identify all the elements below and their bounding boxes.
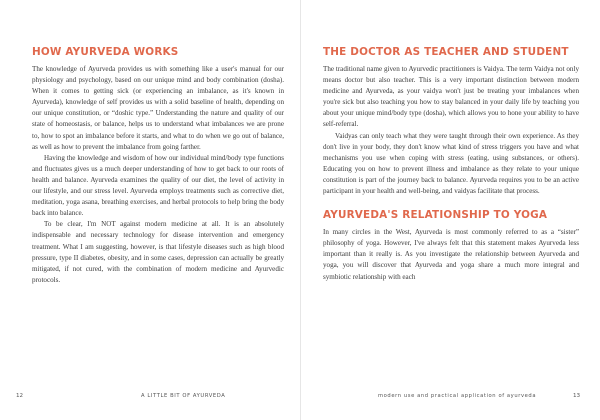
body-paragraph: Having the knowledge and wisdom of how our individual mind/body type functions and fluctuates gives us a much deeper understanding of how to get back to our roots of health and balance. Ayurveda examines the quality of our diet, the level of activity in our lifestyle, and our stress level. Ayurveda employs treatments such as corrective diet, meditation, yoga asana, breathing exercises, and herbal protocols to help bring the body back into balance. — [32, 153, 284, 218]
right-text-column — [323, 47, 579, 283]
body-paragraph: The traditional name given to Ayurvedic practitioners is Vaidya. The term Vaidya not only means doctor but also teacher. This is a very important distinction between modern medicine and Ayurveda, as your vaidya won't just be treating your imbalances when you're sick but also teaching you how to stay balanced in your daily life by teaching you about your unique mind/body type (dosha), which allows you to hone your ability to have self-referral. — [323, 65, 579, 129]
page-number-left: 12 — [16, 393, 24, 399]
body-paragraph: To be clear, I'm NOT against modern medicine at all. It is an absolutely indispensable and necessary technology for disease intervention and emergency treatment. What I am suggesting, however, is that lifestyle diseases such as high blood pressure, type II diabetes, obesity, and in some cases, depression can actually be greatly mitigated, if not cured, with the combination of modern medicine and Ayurvedic protocols. — [32, 220, 284, 284]
running-footer-right: modern use and practical application of ayurveda — [378, 393, 537, 399]
running-footer-left: A LITTLE BIT OF AYURVEDA — [141, 393, 226, 399]
body-paragraph: Vaidyas can only teach what they were taught through their own experience. As they don't live in your body, they don't know what kind of stress triggers you have and what mechanisms you use when coping with stress (eating, using substances, or others). Educating you on how to prevent illness and imbalance as they relate to your unique constitution is part of the journey back to balance. Ayurveda requires you to be an active participant in your health and well-being, and vaidyas facilitate that process. — [323, 131, 579, 196]
left-text-column — [32, 47, 284, 286]
section-title-how-ayurveda-works: HOW AYURVEDA WORKS — [32, 46, 179, 58]
body-paragraph: In many circles in the West, Ayurveda is most commonly referred to as a “sister” philosophy of yoga. However, I've always felt that this statement makes Ayurveda less important than it really is. As you investigate the relationship between Ayurveda and yoga, you will discover that Ayurveda and yoga share a much more integral and symbiotic relationship with each — [323, 228, 579, 281]
body-paragraph: The knowledge of Ayurveda provides us with something like a user's manual for our physiology and psychology, based on our unique mind and body combination (dosha). When it comes to getting sick (or experiencing an imbalance, as it's known in Ayurveda), knowledge of self provides us with a solid baseline of health, depending on our unique constitution, or “doshic type.” Understanding the nature and quality of our state of homeostasis, or balance, helps us to understand what imbalances we are prone to, how to spot an imbalance before it starts, and what to do when we go out of balance, as well as how to prevent the imbalance from going farther. — [32, 65, 284, 151]
page-number-right: 13 — [573, 393, 581, 399]
right-page — [300, 0, 600, 420]
section-ayurveda-yoga — [323, 210, 579, 282]
section-title-ayurveda-relationship-to-yoga: AYURVEDA'S RELATIONSHIP TO YOGA — [323, 209, 548, 222]
section-title-doctor-as-teacher: THE DOCTOR AS TEACHER AND STUDENT — [323, 46, 569, 58]
